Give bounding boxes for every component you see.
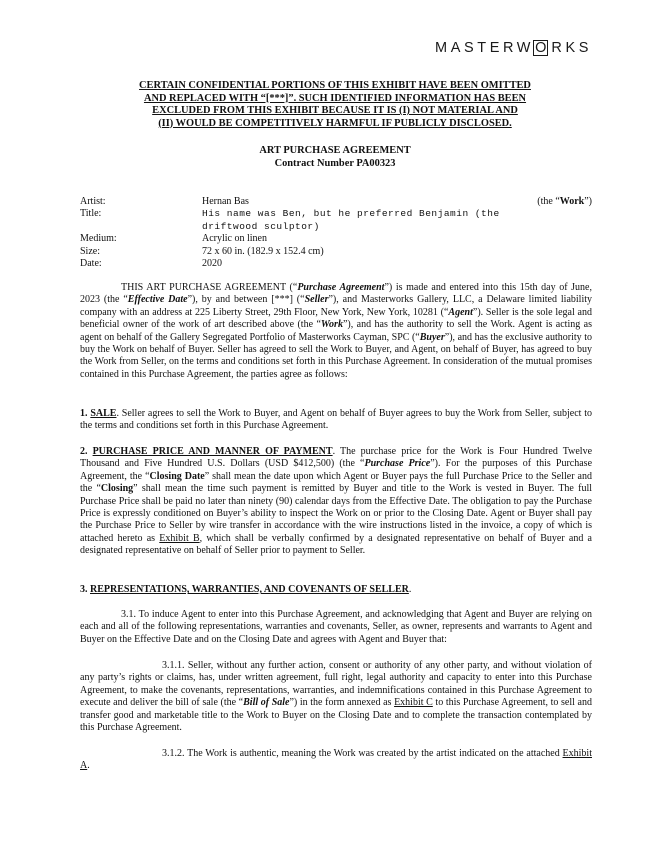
artist-label: Artist: (80, 196, 106, 207)
section-3-heading: REPRESENTATIONS, WARRANTIES, AND COVENANTS OF SELLER (90, 584, 409, 595)
work-definition: (the “Work”) (537, 196, 592, 207)
detail-row-artist (80, 196, 592, 208)
exhibit-c-reference: Exhibit C (394, 697, 433, 709)
section-3-heading-line: 3. REPRESENTATIONS, WARRANTIES, AND COVENANTS OF SELLER. (80, 584, 412, 595)
detail-row-medium (80, 233, 592, 245)
date-label: Date: (80, 258, 102, 270)
intro-paragraph: THIS ART PURCHASE AGREEMENT (“Purchase Agreement”) is made and entered into this 15th day of June, 2023 (the “Effective Date”), by and between [***] (“Seller”), and Masterworks Gallery, LLC, a Delaware limited liability company with an address at 225 Liberty Street, 29th Floor, New York, New York, 10281 (“Agent”). Seller is the sole legal and beneficial owner of the work of art described above (the “Work”), and has the authority to sell the Work. Agent is acting as agent on behalf of the Gallery Segregated Portfolio of Masterworks Cayman, SPC (“Buyer”), and has the exclusive authority to buy the Work on behalf of Buyer. Seller has agreed to sell the Work to Buyer, and Agent, on behalf of Buyer, has agreed to buy the Work from Seller, on the terms and conditions set forth in this Purchase Agreement. In consideration of the mutual promises contained in this Purchase Agreement, the parties agree as follows: (80, 282, 593, 380)
notice-line: CERTAIN CONFIDENTIAL PORTIONS OF THIS EXHIBIT HAVE BEEN OMITTED (139, 80, 531, 91)
title-value: His name was Ben, but he preferred Benjamin (the driftwood sculptor) (202, 208, 500, 232)
work-details (80, 196, 592, 270)
contract-number: Contract Number PA00323 (274, 157, 396, 169)
artist-value: Hernan Bas (202, 196, 249, 207)
date-value: 2020 (202, 258, 222, 270)
agreement-title-block (80, 145, 590, 170)
section-3-1: 3.1. To induce Agent to enter into this Purchase Agreement, and acknowledging that Agent and Buyer are relying on each and all of the following representations, warranties and covenants, Seller, as owner, represents and warrants to Agent and Buyer on the Effective Date and on the Closing Date and agrees with Agent and Buyer that: (80, 609, 592, 645)
exhibit-a-reference: Exhibit A (80, 748, 592, 772)
notice-line: (II) WOULD BE COMPETITIVELY HARMFUL IF PUBLICLY DISCLOSED. (158, 117, 512, 129)
title-label: Title: (80, 208, 102, 220)
size-value: 72 x 60 in. (182.9 x 152.4 cm) (202, 245, 324, 257)
detail-row-size (80, 246, 592, 258)
logo-text-start: MASTERW (435, 39, 535, 56)
agreement-title: ART PURCHASE AGREEMENT (259, 145, 411, 156)
notice-line: EXCLUDED FROM THIS EXHIBIT BECAUSE IT IS (I) NOT MATERIAL AND (152, 105, 518, 116)
notice-line: AND REPLACED WITH “[***]”. SUCH IDENTIFIED INFORMATION HAS BEEN (143, 92, 527, 104)
section-3-1-2: 3.1.2. The Work is authentic, meaning the Work was created by the artist indicated on the attached Exhibit A. (80, 748, 592, 772)
section-2-purchase-price: 2. PURCHASE PRICE AND MANNER OF PAYMENT. The purchase price for the Work is Four Hundred Twelve Thousand and Five Hundred U.S. Dollars (USD $412,500) (the “Purchase Price”). For the purposes of this Purchase Agreement, the “Closing Date” shall mean the date upon which Agent or Buyer pays the full Purchase Price to the Seller and the “Closing” shall mean the time such payment is remitted by Buyer and title to the Work is vested in Buyer. The full Purchase Price shall be paid no later than ninety (90) calendar days from the Effective Date. The obligation to pay the Purchase Price is expressly conditioned on Buyer’s ability to inspect the Work on or prior to the Closing Date. Agent or Buyer shall pay the Purchase Price to Seller by wire transfer in accordance with the wire instructions listed in the invoice, a copy of which is attached hereto as Exhibit B, which shall be verbally confirmed by a designated representative on behalf of Buyer and a designated representative on behalf of Seller prior to payment to Seller. (80, 446, 593, 557)
logo-boxed-letter: O (535, 40, 547, 56)
section-3-1-1: 3.1.1. Seller, without any further action, consent or authority of any other party, and without violation of any party’s rights or claims, has, under written agreement, full right, legal authority and capacity to enter into this Purchase Agreement, to make the covenants, representations, warranties, and indemnifications contained in this Purchase Agreement to execute and deliver the bill of sale (the “Bill of Sale”) in the form annexed as Exhibit C to this Purchase Agreement, to sell and transfer good and marketable title to the Work to Buyer on the Closing Date and to complete the transaction contemplated by this Purchase Agreement. (80, 660, 592, 734)
medium-value: Acrylic on linen (202, 233, 267, 245)
section-1-heading: SALE (90, 408, 117, 419)
detail-row-title (80, 208, 592, 233)
medium-label: Medium: (80, 233, 117, 245)
section-2-heading: PURCHASE PRICE AND MANNER OF PAYMENT (92, 446, 333, 457)
detail-row-date (80, 258, 592, 270)
confidentiality-notice (80, 80, 590, 130)
size-label: Size: (80, 245, 100, 257)
section-1-sale: 1. SALE. Seller agrees to sell the Work to Buyer, and Agent on behalf of Buyer agrees to buy the Work from Seller, subject to the terms and conditions set forth in this Purchase Agreement. (80, 408, 593, 432)
masterworks-logo (435, 40, 592, 56)
logo-text-end: RKS (551, 39, 592, 56)
exhibit-b-reference: Exhibit B (159, 532, 200, 544)
